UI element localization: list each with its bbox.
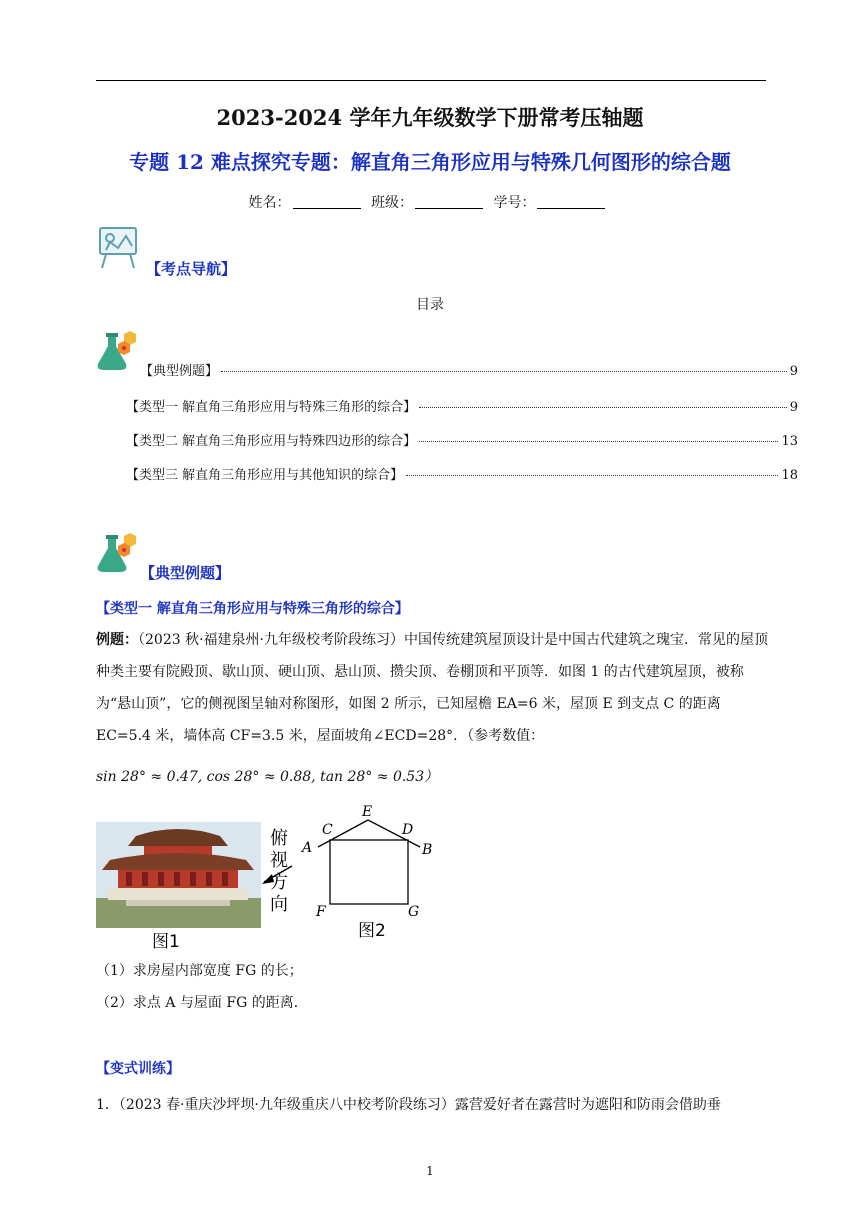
toc-item[interactable]: [126, 430, 798, 449]
point-label-A: A: [302, 840, 313, 856]
toc-item-page: 9: [789, 400, 798, 415]
toc-item-label: 【类型一 解直角三角形应用与特殊三角形的综合】: [126, 400, 417, 415]
toc-item-page: 9: [789, 364, 798, 379]
reference-values: sin 28° ≈ 0.47, cos 28° ≈ 0.88, tan 28° ≈ 0.53）: [96, 769, 439, 785]
page-title: 2023-2024 学年九年级数学下册常考压轴题: [216, 105, 644, 130]
header-rule: [96, 80, 766, 81]
example-lead: 例题：: [96, 632, 138, 648]
point-label-D: D: [402, 822, 414, 838]
flask-icon: [94, 328, 140, 374]
view-dir-char: 视: [270, 850, 288, 871]
type-heading: 【类型一 解直角三角形应用与特殊三角形的综合】: [96, 601, 409, 617]
point-label-B: B: [422, 842, 433, 858]
class-label: 班级：: [371, 195, 413, 211]
toc-item[interactable]: [126, 464, 798, 483]
page-subtitle: 专题 12 难点探究专题：解直角三角形应用与特殊几何图形的综合题: [129, 150, 731, 174]
point-label-G: G: [408, 904, 420, 920]
toc-item[interactable]: [126, 396, 798, 415]
toc-leader-dots: [419, 441, 778, 442]
example-paragraph: [96, 624, 768, 752]
view-dir-char: 俯: [270, 828, 288, 849]
point-label-F: F: [316, 904, 326, 920]
name-label: 姓名：: [248, 195, 291, 211]
question-1: （1）求房屋内部宽度 FG 的长；: [96, 963, 303, 979]
toc-leader-dots: [406, 475, 778, 476]
student-info-row: [0, 192, 860, 212]
page-number: 1: [426, 1164, 434, 1178]
section-heading: 【典型例题】: [140, 564, 231, 582]
toc-item-label: 【典型例题】: [140, 364, 219, 379]
point-label-C: C: [322, 822, 333, 838]
toc-item-label: 【类型三 解直角三角形应用与其他知识的综合】: [126, 468, 404, 483]
example-text: （2023 秋·福建泉州·九年级校考阶段练习）中国传统建筑屋顶设计是中国古代建筑之瑰宝．常见的屋顶种类主要有院殿顶、歇山顶、硬山顶、悬山顶、攒尖顶、卷棚顶和平顶等．如图 1 的古代建筑屋顶，被称为“悬山顶”，它的侧视图呈轴对称图形，如图 2 所示，已知屋檐 EA=6 米，屋顶 E 到支点 C 的距离 EC=5.4 米，墙体高 CF=3.5 米，屋面坡角∠ECD=28°．（参考数值：: [96, 632, 768, 744]
figure-2-caption: 图2: [358, 921, 386, 941]
toc-item-page: 13: [781, 434, 798, 449]
class-blank: [415, 208, 483, 209]
toc-item-page: 18: [781, 468, 798, 483]
id-blank: [537, 208, 605, 209]
view-dir-char: 向: [270, 894, 288, 915]
view-dir-char: 方: [270, 872, 288, 893]
toc-title: 目录: [416, 297, 444, 313]
point-label-E: E: [362, 804, 373, 820]
toc-leader-dots: [419, 407, 787, 408]
teacher-board-icon: [96, 224, 142, 270]
nav-heading: 【考点导航】: [146, 260, 237, 278]
question-2: （2）求点 A 与屋面 FG 的距离．: [96, 995, 308, 1011]
toc-leader-dots: [221, 371, 787, 372]
figure-2: [296, 794, 456, 944]
wall-rectangle: [330, 840, 408, 904]
toc-item-label: 【类型二 解直角三角形应用与特殊四边形的综合】: [126, 434, 417, 449]
name-blank: [293, 208, 361, 209]
toc-item[interactable]: [140, 360, 798, 379]
id-label: 学号：: [493, 195, 536, 211]
practice-heading: 【变式训练】: [96, 1061, 180, 1077]
flask-icon: [94, 530, 140, 576]
practice-item-1: 1．（2023 春·重庆沙坪坝·九年级重庆八中校考阶段练习）露营爱好者在露营时为遮阳和防雨会借助垂: [96, 1097, 721, 1113]
figure-1-caption: 图1: [152, 932, 180, 952]
